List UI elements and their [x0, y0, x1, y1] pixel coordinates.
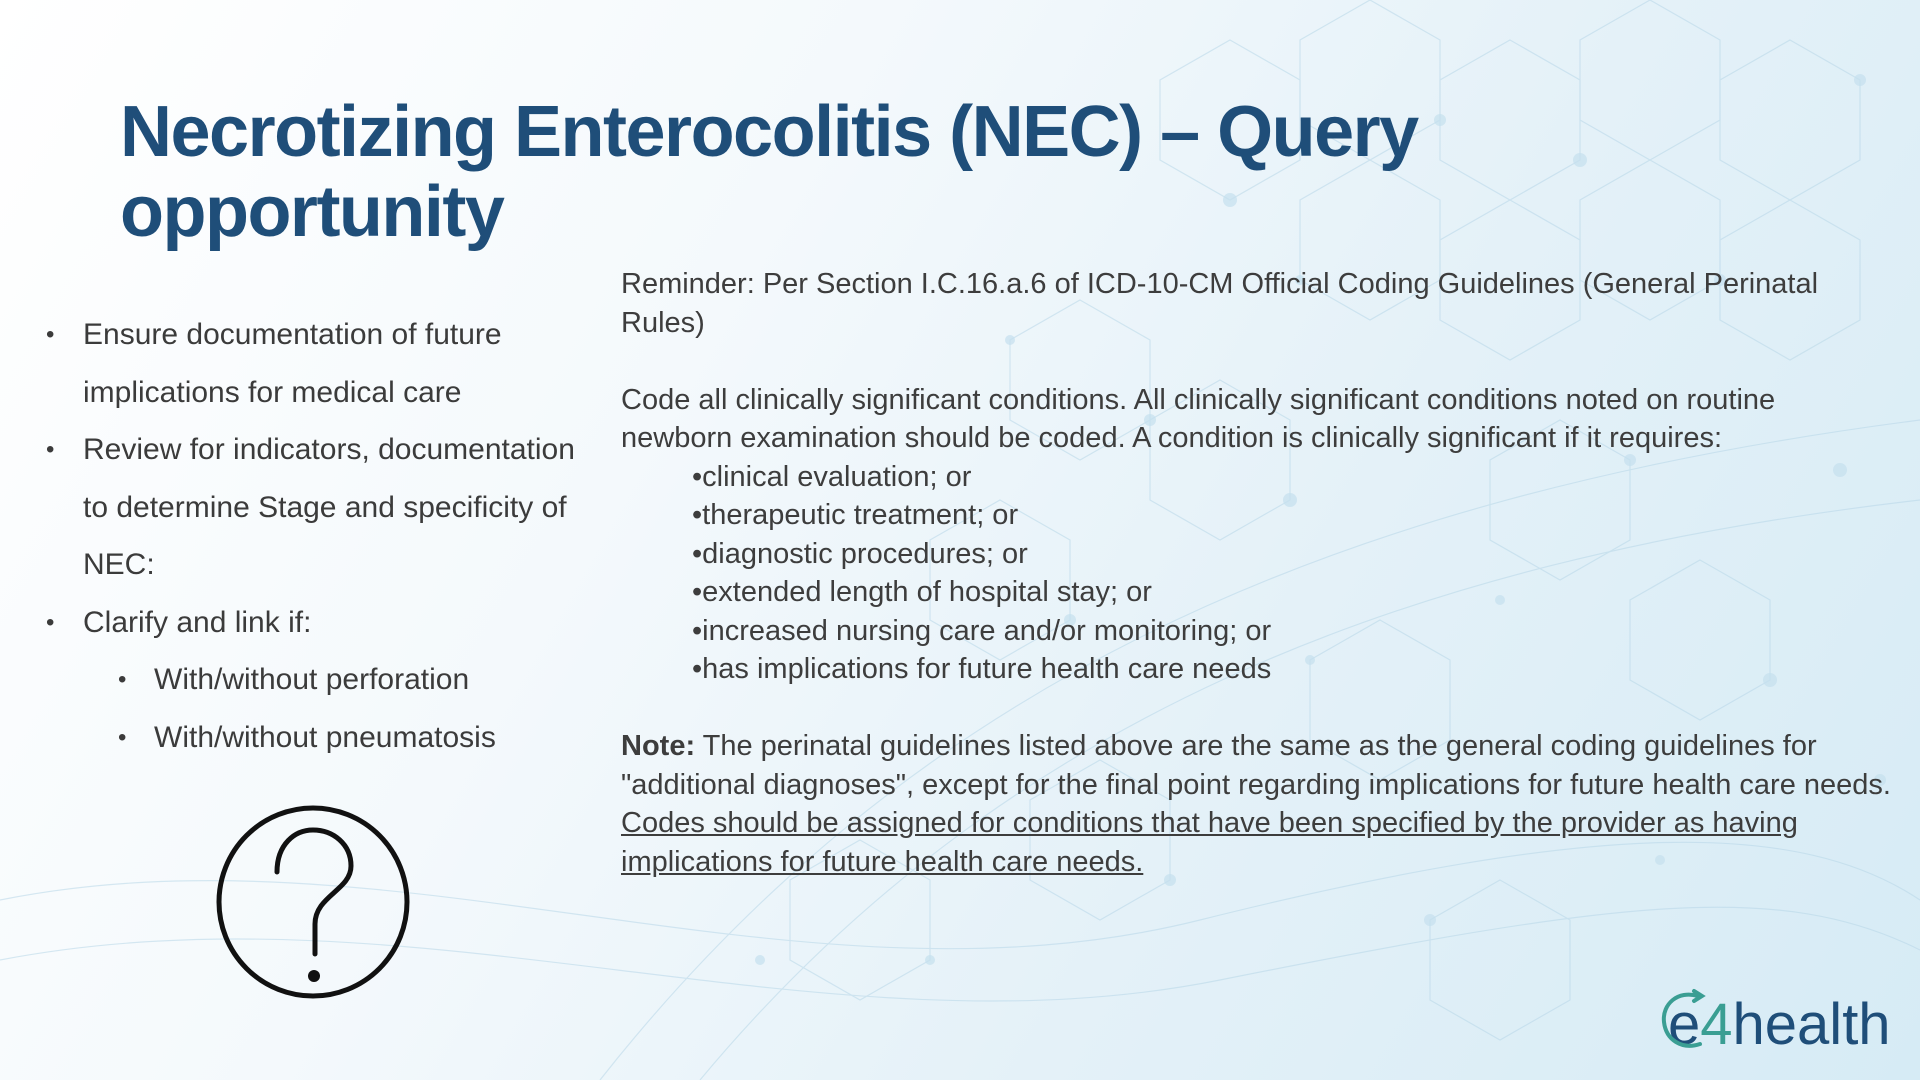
sub-bullet-item: • With/without pneumatosis	[46, 709, 586, 767]
left-bullet-list	[46, 306, 586, 766]
sub-bullet-item: • With/without perforation	[46, 651, 586, 709]
note-paragraph	[621, 727, 1891, 881]
note-underlined-text: Codes should be assigned for conditions that have been specified by the provider as having implications for future health care needs.	[621, 807, 1798, 878]
e4health-logo	[1668, 990, 1898, 1060]
bullet-item: • Clarify and link if:	[46, 594, 586, 652]
slide-title: Necrotizing Enterocolitis (NEC) – Query opportunity	[120, 92, 1418, 252]
guideline-text-block	[621, 265, 1891, 881]
bullet-item: • Ensure documentation of future implications for medical care	[46, 306, 586, 421]
note-label: Note:	[621, 730, 696, 762]
criteria-item: • increased nursing care and/or monitoring; or	[692, 612, 1891, 651]
logo-four: 4	[1700, 992, 1733, 1057]
criteria-item: • clinical evaluation; or	[692, 458, 1891, 497]
criteria-item: • has implications for future health care needs	[692, 650, 1891, 689]
logo-health: health	[1732, 992, 1891, 1057]
criteria-list	[621, 458, 1891, 689]
reminder-text: Reminder: Per Section I.C.16.a.6 of ICD-10-CM Official Coding Guidelines (General Perinatal Rules)	[621, 268, 1819, 339]
logo-e: e	[1668, 992, 1701, 1057]
logo-e-ring	[1668, 990, 1700, 1060]
question-mark-circle-icon	[215, 804, 411, 1000]
logo-arc-icon	[1658, 988, 1712, 1052]
guideline-paragraph: Code all clinically significant conditions. All clinically significant conditions noted on routine newborn examination should be coded. A condition is clinically significant if it requires:	[621, 383, 1776, 454]
bullet-item: • Review for indicators, documentation to determine Stage and specificity of NEC:	[46, 421, 586, 594]
criteria-item: • therapeutic treatment; or	[692, 496, 1891, 535]
note-text: The perinatal guidelines listed above are the same as the general coding guidelines for "additional diagnoses", except for the final point regarding implications for future health care needs.	[621, 730, 1891, 801]
criteria-item: • extended length of hospital stay; or	[692, 573, 1891, 612]
criteria-item: • diagnostic procedures; or	[692, 535, 1891, 574]
